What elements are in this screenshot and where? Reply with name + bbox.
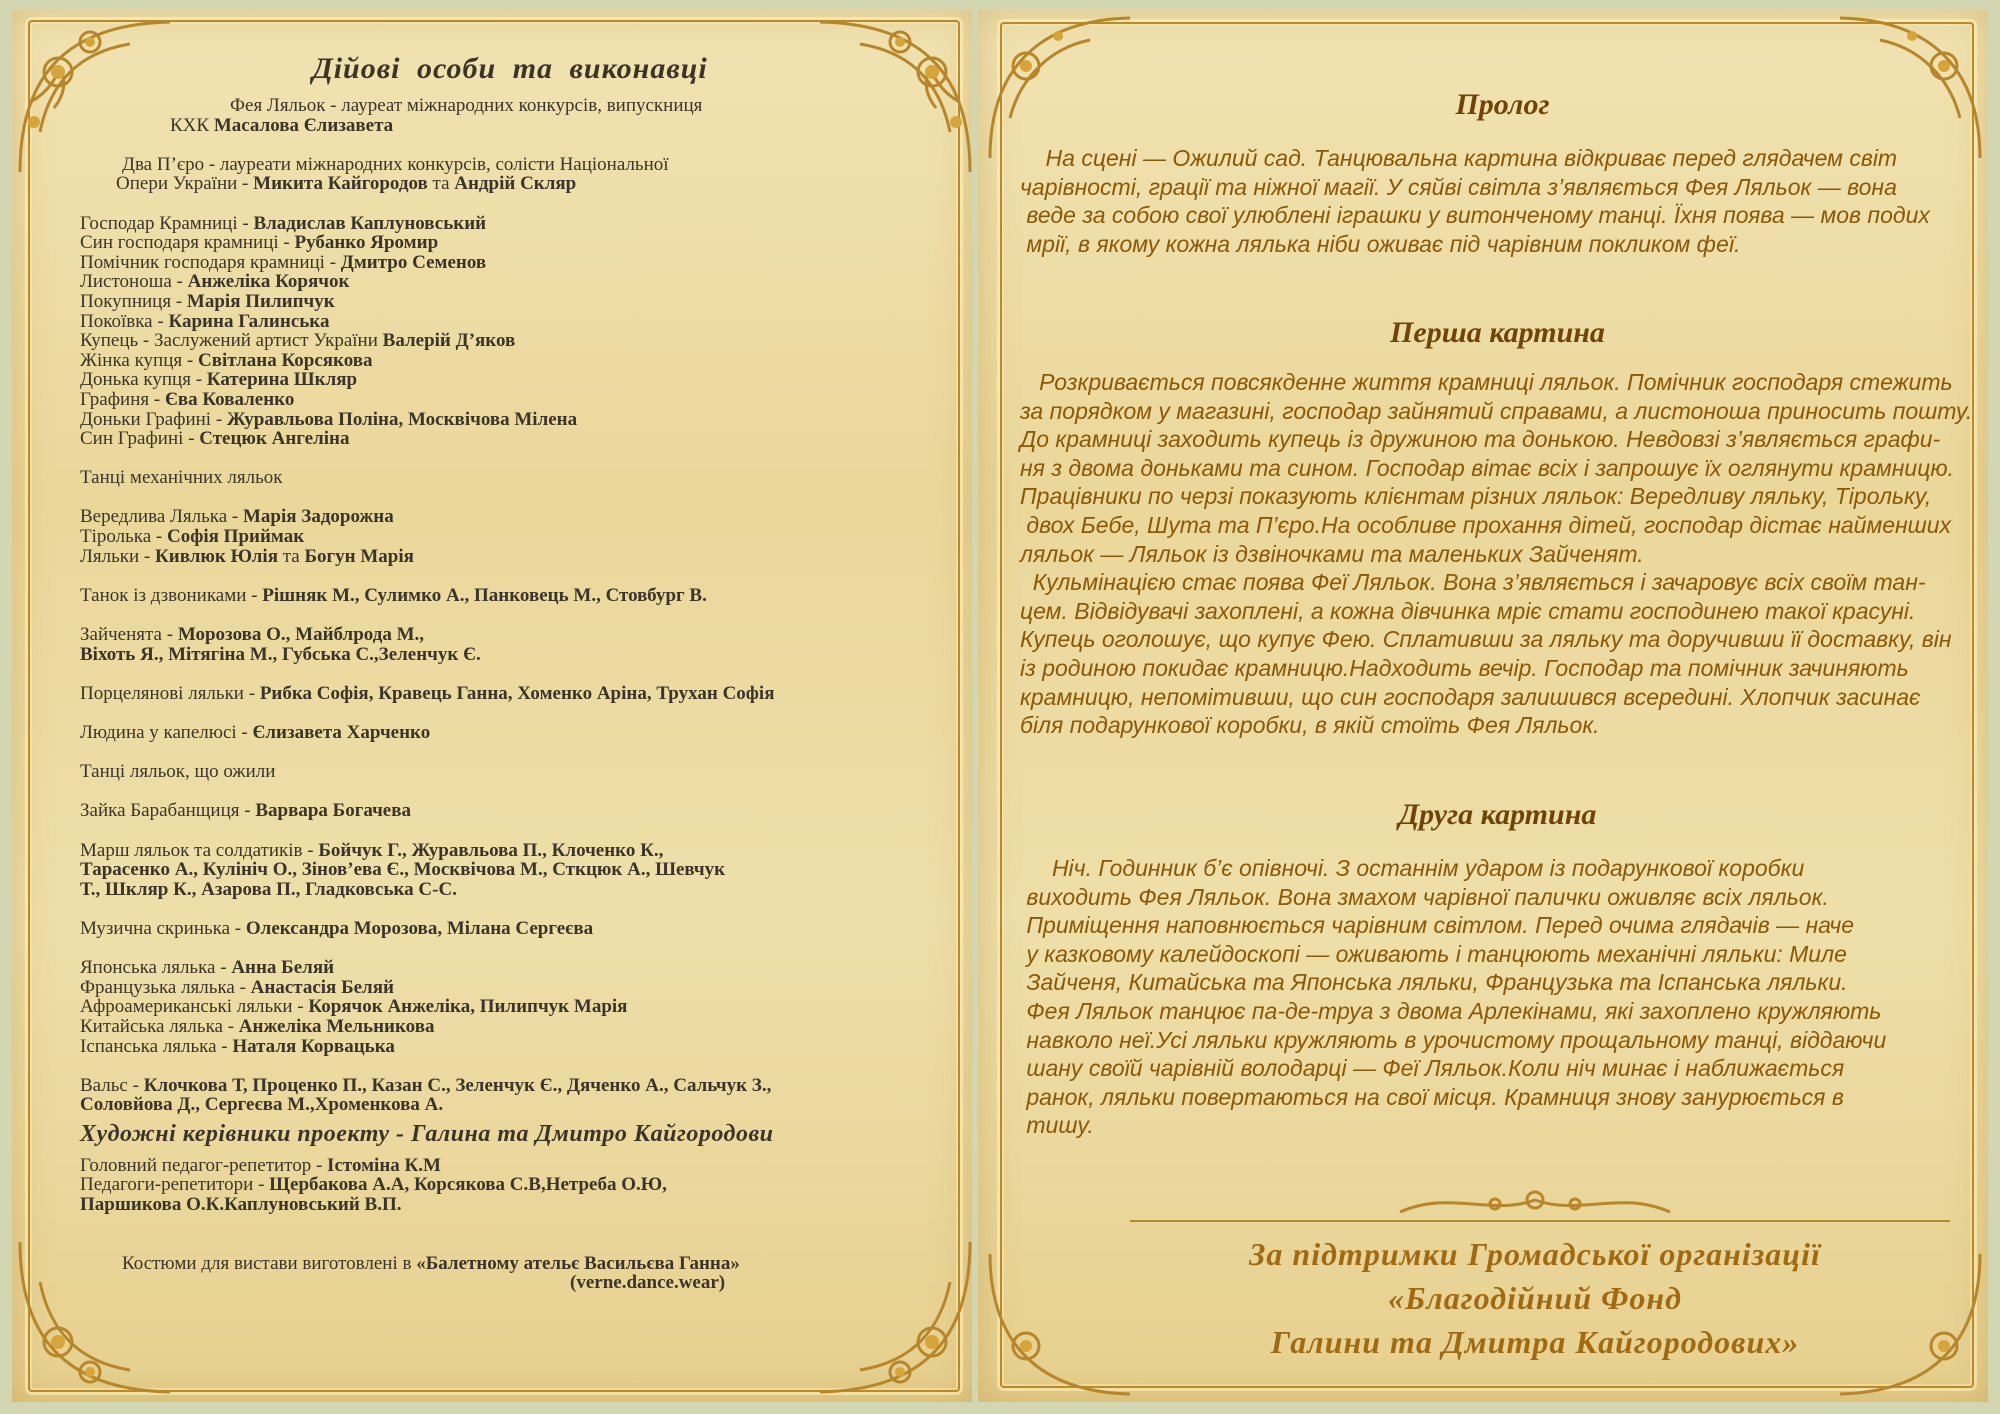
cast-line — [80, 997, 940, 1017]
role-label: Покоївка - — [80, 310, 169, 332]
role-label: Вальс - — [80, 1074, 144, 1096]
section-first-scene — [1020, 316, 1975, 740]
paragraph-line: шану своїй чарівній володарці — Феї Ляльок.Коли ніч минає і наближається — [1020, 1055, 1845, 1082]
paragraph-line: тишу. — [1020, 1112, 1094, 1139]
role-label: Марш ляльок та солдатиків - — [80, 839, 319, 861]
cast-line — [80, 174, 940, 194]
cast-line — [80, 684, 940, 704]
role-label: та — [277, 545, 305, 567]
role-label: Китайська лялька - — [80, 1015, 239, 1037]
performer-name: «Балетному ательє Васильєва Ганна» — [416, 1252, 740, 1274]
performer-name: Варвара Богачева — [255, 800, 411, 822]
blank-line — [80, 488, 940, 508]
cast-line — [80, 1095, 940, 1115]
performer-name: Карина Галинська — [168, 310, 330, 332]
performer-name: Журавльова Поліна, Москвічова Мілена — [226, 408, 578, 430]
performer-name: Олександра Морозова, Мілана Сергеєва — [245, 917, 594, 939]
cast-line — [80, 233, 940, 253]
cast-line — [80, 860, 940, 880]
performer-name: Владислав Каплуновський — [253, 212, 487, 234]
paragraph-line: із родиною покидає крамницю.Надходить вечір. Господар та помічник зачиняють — [1020, 654, 1909, 681]
performer-name: Клочкова Т, Проценко П., Казан С., Зеленчук Є., Дяченко А., Сальчук З., — [143, 1074, 772, 1096]
paragraph-line: До крамниці заходить купець із дружиною та донькою. Невдовзі з’являється графи- — [1020, 426, 1941, 453]
role-label: Зайка Барабанщиця - — [80, 800, 256, 822]
cast-line — [80, 507, 940, 527]
paragraph-line: Працівники по черзі показують клієнтам різних ляльок: Вередливу ляльку, Тірольку, — [1020, 483, 1932, 510]
performer-name: Рибка Софія, Кравець Ганна, Хоменко Аріна, Трухан Софія — [259, 682, 775, 704]
performer-name: Софія Приймак — [166, 526, 305, 548]
cast-line — [80, 978, 940, 998]
role-label: Танок із дзвониками - — [80, 584, 263, 606]
cast-line — [80, 1273, 940, 1293]
performer-name: Віхоть Я., Мітягіна М., Губська С.,Зеленчук Є. — [80, 643, 481, 665]
paragraph-line: навколо неї.Усі ляльки кружляють в урочистому прощальному танці, віддаючи — [1020, 1026, 1887, 1053]
paragraph-line: Розкривається повсякденне життя крамниці ляльок. Помічник господаря стежить — [1020, 369, 1953, 395]
performer-name: Микита Кайгородов — [253, 173, 428, 195]
artistic-directors: Художні керівники проекту - Галина та Дмитро Кайгородови — [80, 1120, 774, 1147]
cast-line — [80, 96, 940, 116]
role-label: Тіролька - — [80, 526, 167, 548]
flourish-ornament-icon — [980, 1244, 1140, 1404]
cast-line — [80, 429, 940, 449]
paragraph-line: Приміщення наповнюється чарівним світлом. Перед очима глядачів — наче — [1020, 912, 1855, 939]
performer-name: Корячок Анжеліка, Пилипчук Марія — [308, 996, 628, 1018]
cast-line — [80, 1037, 940, 1057]
staff-lines — [80, 1156, 940, 1293]
role-label: Син господаря крамниці - — [80, 232, 295, 254]
cast-line — [80, 410, 940, 430]
performer-name: Анастасія Беляй — [250, 976, 394, 998]
cast-lines — [80, 96, 940, 1115]
performer-name: (verne.dance.wear) — [570, 1272, 726, 1294]
performer-name: Дмитро Семенов — [340, 251, 487, 273]
paragraph-line: чарівності, грації та ніжної магії. У сяйві світла з’являється Фея Ляльок — вона — [1020, 173, 1897, 200]
role-label: Музична скринька - — [80, 917, 246, 939]
paragraph-line: ранок, ляльки повертаються на свої місця. Крамниця знову занурюється в — [1020, 1083, 1844, 1110]
role-label: Купець - Заслужений артист України — [80, 330, 383, 352]
performer-name: Валерій Д’яков — [382, 330, 516, 352]
role-label: Педагоги-репетитори - — [80, 1174, 270, 1196]
cast-line — [80, 292, 940, 312]
footer-line: «Благодійний Фонд — [1388, 1280, 1682, 1316]
cast-line — [80, 762, 940, 782]
paragraph-line: крамницю, непомітивши, що син господаря залишився всередині. Хлопчик засинає — [1020, 683, 1921, 710]
cast-line — [80, 272, 940, 292]
paragraph-line: біля подарункової коробки, в якій стоїть Фея Ляльок. — [1020, 712, 1600, 739]
performer-name: Кивлюк Юлія — [155, 545, 278, 567]
performer-name: Рішняк М., Сулимко А., Панковець М., Стовбург В. — [262, 584, 707, 606]
cast-line — [80, 253, 940, 273]
blank-line — [80, 605, 940, 625]
cast-line — [80, 1076, 940, 1096]
blank-line — [80, 449, 940, 469]
performer-name: Катерина Шкляр — [206, 369, 358, 391]
role-label: КХК — [170, 114, 214, 136]
blank-line — [80, 1215, 940, 1235]
role-label: Порцелянові ляльки - — [80, 682, 260, 704]
role-label: Головний педагог-репетитор - — [80, 1154, 328, 1176]
performer-name: Анжеліка Мельникова — [238, 1015, 435, 1037]
performer-name: Морозова О., Майблрода М., — [177, 624, 425, 646]
paragraph-line: у казковому калейдоскопі — оживають і танцюють механічні ляльки: Миле — [1020, 940, 1847, 967]
role-label: Опери України - — [116, 173, 254, 195]
blank-line — [80, 194, 940, 214]
cast-line — [80, 586, 940, 606]
paragraph-line: Ніч. Годинник б’є опівночі. З останнім ударом із подарункової коробки — [1020, 855, 1805, 881]
performer-name: Паршикова О.К.Каплуновський В.П. — [80, 1194, 402, 1216]
role-label: Доньки Графині - — [80, 408, 227, 430]
role-label: Людина у капелюсі - — [80, 722, 253, 743]
role-label: Афроамериканські ляльки - — [80, 996, 309, 1018]
paragraph-line: На сцені — Ожилий сад. Танцювальна картина відкриває перед глядачем світ — [1020, 145, 1898, 171]
performer-name: Тарасенко А., Кулініч О., Зінов’ева Є., Москвічова М., Сткцюк А., Шевчук — [80, 859, 726, 881]
paragraph-line: виходить Фея Ляльок. Вона змахом чарівної палички оживляє всіх ляльок. — [1020, 883, 1829, 910]
blank-line — [80, 664, 940, 684]
footer-line: За підтримки Громадської організації — [1249, 1236, 1821, 1272]
blank-line — [80, 743, 940, 763]
role-label: Господар Крамниці - — [80, 212, 254, 234]
cast-line — [80, 547, 940, 567]
cast-line — [80, 1017, 940, 1037]
performer-name: Єва Коваленко — [164, 388, 295, 410]
role-label: Костюми для вистави виготовлені в — [122, 1252, 417, 1274]
section-prologue — [1020, 88, 1975, 258]
cast-title: Дійові особи та виконавці — [312, 52, 708, 85]
performer-name: Марія Задорожна — [242, 506, 394, 528]
paragraph-line: веде за собою свої улюблені іграшки у витонченому танці. Їхня поява — мов подих — [1020, 202, 1930, 229]
role-label: Помічник господаря крамниці - — [80, 251, 341, 273]
role-label: Син Графині - — [80, 428, 200, 450]
performer-name: Андрій Скляр — [454, 173, 577, 195]
performer-name: Щербакова А.А, Корсякова С.В,Нетреба О.Ю, — [269, 1174, 667, 1196]
cast-line — [80, 527, 940, 547]
performer-name: Богун Марія — [304, 545, 414, 567]
cast-line — [80, 958, 940, 978]
cast-line — [80, 919, 940, 939]
paragraph-line: Купець оголошує, що купує Фею. Сплативши за ляльку та доручивши її доставку, він — [1020, 626, 1952, 653]
paragraph-line: Фея Ляльок танцює па-де-труа з двома Арлекінами, які захоплено кружляють — [1020, 997, 1882, 1024]
blank-line — [80, 899, 940, 919]
cast-line — [80, 1175, 940, 1195]
section-text — [1020, 368, 1975, 740]
role-label: Жінка купця - — [80, 349, 198, 371]
cast-line — [80, 468, 940, 488]
performer-name: Марія Пилипчук — [186, 290, 335, 312]
role-label: Донька купця - — [80, 369, 207, 391]
blank-line — [80, 566, 940, 586]
section-title: Друга картина — [1398, 798, 1597, 831]
role-label: Фея Ляльок - лауреат міжнародних конкурсів, випускниця — [230, 95, 703, 116]
cast-line — [80, 116, 940, 136]
section-text — [1020, 144, 1975, 258]
blank-line — [80, 782, 940, 802]
role-label: Графиня - — [80, 388, 165, 410]
paragraph-line: Зайченя, Китайська та Японська ляльки, Французька та Іспанська ляльки. — [1020, 969, 1848, 996]
paragraph-line: ляльок — Ляльок із дзвіночками та маленьких Зайченят. — [1020, 540, 1644, 567]
divider-ornament-icon — [1390, 1186, 1680, 1222]
section-title: Пролог — [1455, 88, 1550, 121]
role-label: Листоноша - — [80, 271, 188, 293]
paragraph-line: за порядком у магазині, господар зайнятий справами, а листоноша приносить пошту. — [1020, 397, 1973, 424]
blank-line — [80, 939, 940, 959]
performer-name: Істоміна К.М — [327, 1154, 441, 1176]
cast-line — [80, 645, 940, 665]
sponsor-footer — [1120, 1232, 1950, 1364]
performer-name: Соловйова Д., Сергеєва М.,Хроменкова А. — [80, 1094, 444, 1116]
role-label: Іспанська лялька - — [80, 1035, 233, 1057]
cast-line — [80, 155, 940, 175]
performer-name: Масалова Єлизавета — [213, 114, 394, 136]
cast-line — [80, 390, 940, 410]
cast-list — [80, 52, 940, 1293]
paragraph-line: ня з двома доньками та сином. Господар вітає всіх і запрошує їх оглянути крамницю. — [1020, 454, 1955, 481]
cast-line — [80, 723, 940, 743]
blank-line — [80, 1056, 940, 1076]
paragraph-line: мрії, в якому кожна лялька ніби оживає під чарівним покликом феї. — [1020, 230, 1741, 257]
blank-line — [80, 821, 940, 841]
section-title: Перша картина — [1390, 316, 1605, 349]
role-label: та — [427, 173, 455, 195]
role-label: Вередлива Лялька - — [80, 506, 243, 528]
cast-line — [80, 1254, 940, 1274]
performer-name: Бойчук Г., Журавльова П., Клоченко К., — [318, 839, 664, 861]
role-label: Японська лялька - — [80, 957, 232, 979]
performer-name: Анна Беляй — [231, 957, 335, 979]
cast-line — [80, 1195, 940, 1215]
footer-line: Галини та Дмитра Кайгородових» — [1270, 1324, 1800, 1360]
role-label: Зайченята - — [80, 624, 178, 646]
cast-line — [80, 880, 940, 900]
paragraph-line: двох Бебе, Шута та П’єро.На особливе прохання дітей, господар дістає найменших — [1020, 511, 1952, 538]
paragraph-line: Кульмінацією стає поява Феї Ляльок. Вона з’являється і зачаровує всіх своїм тан- — [1020, 569, 1926, 596]
cast-line — [80, 625, 940, 645]
cast-line — [80, 801, 940, 821]
blank-line — [80, 703, 940, 723]
performer-name: Наталя Корвацька — [232, 1035, 395, 1057]
performer-name: Стецюк Ангеліна — [199, 428, 350, 450]
cast-line — [80, 370, 940, 390]
blank-line — [80, 1234, 940, 1254]
performer-name: Світлана Корсякова — [197, 349, 373, 371]
role-label: Танці ляльок, що ожили — [80, 761, 276, 783]
blank-line — [80, 135, 940, 155]
role-label: Покупниця - — [80, 290, 187, 312]
cast-line — [80, 214, 940, 234]
section-second-scene — [1020, 798, 1975, 1140]
role-label: Танці механічних ляльок — [80, 467, 283, 489]
paragraph-line: цем. Відвідувачі захоплені, а кожна дівчинка мріє стати господинею такої красуні. — [1020, 597, 1916, 624]
footer-divider — [1130, 1220, 1950, 1222]
cast-line — [80, 351, 940, 371]
role-label: Французька лялька - — [80, 976, 251, 998]
performer-name: Єлизавета Харченко — [252, 722, 431, 743]
cast-line — [80, 312, 940, 332]
performer-name: Рубанко Яромир — [294, 232, 439, 254]
cast-line — [80, 331, 940, 351]
cast-line — [80, 1156, 940, 1176]
performer-name: Т., Шкляр К., Азарова П., Гладковська С-С. — [80, 878, 457, 900]
role-label: Ляльки - — [80, 545, 155, 567]
section-text — [1020, 854, 1975, 1140]
role-label: Два П’єро - лауреати міжнародних конкурсів, солісти Національної — [122, 153, 669, 175]
performer-name: Анжеліка Корячок — [187, 271, 350, 293]
cast-line — [80, 841, 940, 861]
